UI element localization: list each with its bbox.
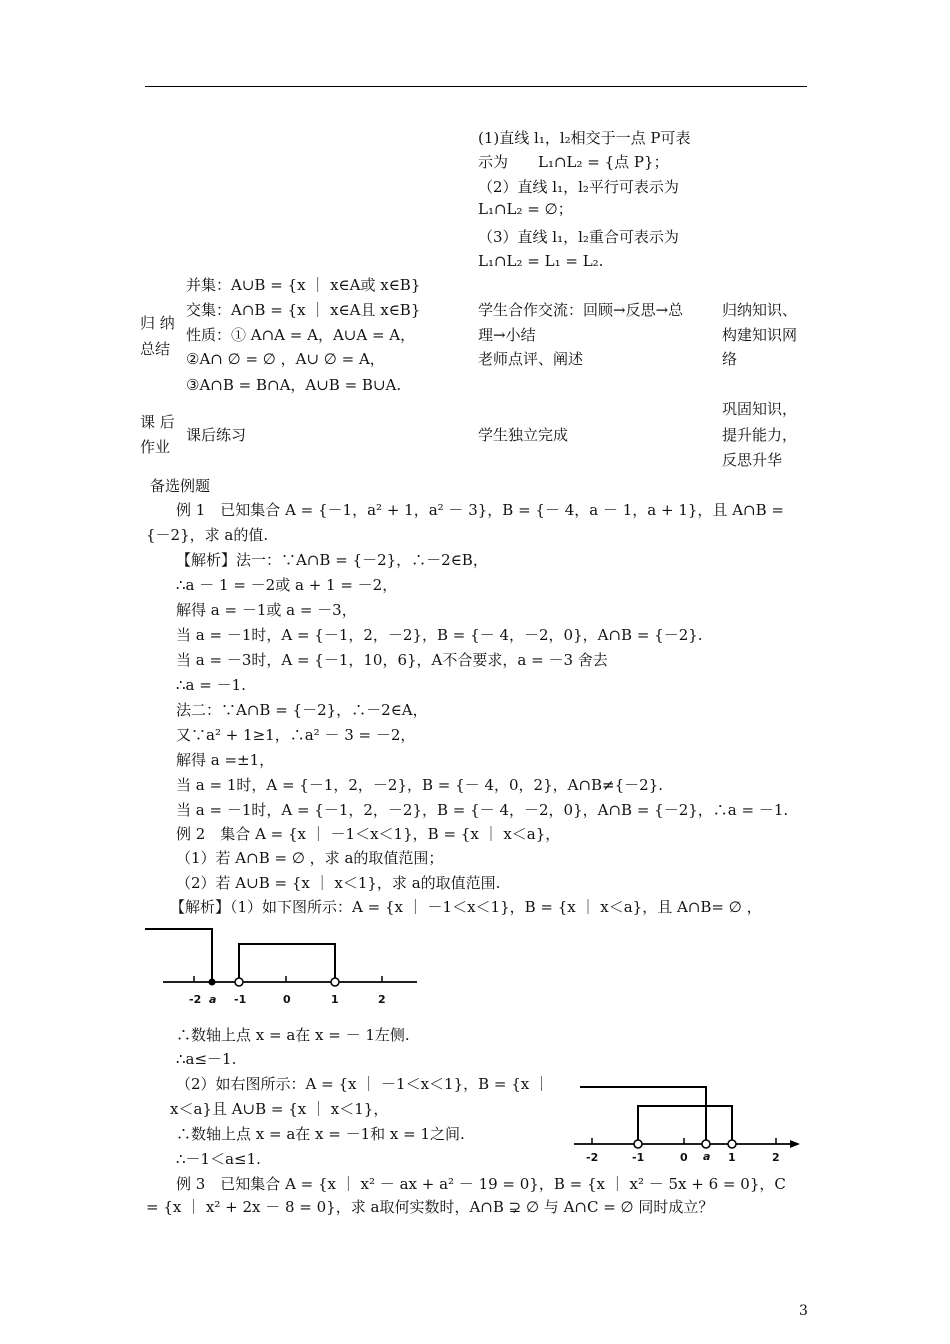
number-line-figure-1 [145,925,425,1015]
header-rule [145,86,807,87]
text-line: {－2}，求 a的值. [146,526,269,544]
open-point [235,978,243,986]
tick-label: -2 [189,993,202,1006]
text-line: 例 2 集合 A = {x ｜ －1＜x＜1}，B = {x ｜ x＜a}， [176,825,561,843]
text-line: 当 a = －1时，A = {－1，2，－2}，B = {－ 4，－2，0}，A∩B = {－2}. [176,626,703,644]
text-line: 【解析】（1）如下图所示：A = {x ｜ －1＜x＜1}，B = {x ｜ x＜a}，且 A∩B= ∅ ， [170,898,762,916]
text-line: 【解析】法一：∵A∩B = {－2}，∴－2∈B， [176,551,488,569]
text-line: ∴数轴上点 x = a在 x = － 1左侧. [176,1026,410,1044]
summary-activity-line: 学生合作交流：回顾→反思→总 [478,301,684,319]
text-line: 解得 a = －1或 a = －3， [176,601,357,619]
homework-purpose-line: 提升能力， [722,426,798,444]
summary-content-line: 并集：A∪B = {x ｜ x∈A或 x∈B} [186,276,421,294]
tick-label: -2 [586,1151,599,1164]
tick-label: 0 [680,1151,688,1164]
summary-content-line: 性质：① A∩A = A，A∪A = A， [186,326,416,344]
tick-label: 2 [378,993,386,1006]
text-line: L₁∩L₂ = L₁ = L₂. [478,252,604,270]
homework-purpose-line: 反思升华 [722,451,783,469]
text-line: ∴数轴上点 x = a在 x = －1和 x = 1之间. [176,1125,465,1143]
summary-activity-line: 老师点评、阐述 [478,350,584,368]
summary-purpose-line: 络 [722,350,738,368]
open-point [331,978,339,986]
text-line: = {x ｜ x² + 2x － 8 = 0}，求 a取何实数时，A∩B ⊋ ∅ 与 A∩C = ∅ 同时成立？ [146,1198,714,1216]
homework-purpose-line: 巩固知识， [722,400,798,418]
axis-arrow [790,1140,800,1148]
set-b-outline [580,1087,706,1143]
text-line: x＜a}且 A∪B = {x ｜ x＜1}， [170,1100,389,1118]
point-label: a [703,1150,711,1163]
point-a [702,1140,710,1148]
tick-label: -1 [632,1151,645,1164]
tick-label: 2 [772,1151,780,1164]
set-b-outline [145,929,212,981]
text-line: 例 3 已知集合 A = {x ｜ x² － ax + a² － 19 = 0}，B = {x ｜ x² － 5x + 6 = 0}，C [176,1175,786,1193]
text-line: 当 a = 1时，A = {－1，2，－2}，B = {－ 4，0，2}，A∩B≠{－2}. [176,776,664,794]
text-line: （1）若 A∩B = ∅ ，求 a的取值范围； [176,849,444,867]
text-line: 法二：∵A∩B = {－2}，∴－2∈A， [176,701,428,719]
open-point [728,1140,736,1148]
text-line: （2）如右图所示：A = {x ｜ －1＜x＜1}，B = {x ｜ [176,1075,550,1093]
summary-content-line: 交集：A∩B = {x ｜ x∈A且 x∈B} [186,301,421,319]
set-a-outline [638,1106,732,1143]
text-line: ∴a － 1 = －2或 a + 1 = －2， [176,576,398,594]
homework-label: 课 后 [140,413,175,431]
text-line: 当 a = －3时，A = {－1，10，6}，A不合要求，a = －3 舍去 [176,651,608,669]
section-heading: 备选例题 [150,477,211,495]
set-a-outline [239,944,335,981]
text-line: ∴－1＜a≤1. [176,1150,261,1168]
page-number: 3 [799,1303,808,1319]
homework-content: 课后练习 [186,426,247,444]
text-line: ∴a = －1. [176,676,246,694]
text-line: (1)直线 l₁，l₂相交于一点 P可表 [478,129,691,147]
text-line: （2）若 A∪B = {x ｜ x＜1}，求 a的取值范围. [176,874,501,892]
text-line: 又∵a² + 1≥1，∴a² － 3 = －2， [176,726,416,744]
text-line: L₁∩L₂ = ∅； [478,200,573,218]
homework-activity: 学生独立完成 [478,426,569,444]
text-line: （2）直线 l₁，l₂平行可表示为 [478,178,679,196]
text-line: 示为 L₁∩L₂ = {点 P}； [478,153,669,171]
text-line: （3）直线 l₁，l₂重合可表示为 [478,228,679,246]
summary-purpose-line: 构建知识网 [722,326,798,344]
tick-label: 0 [283,993,291,1006]
number-line-figure-2 [572,1083,812,1168]
text-line: 当 a = －1时，A = {－1，2，－2}，B = {－ 4，－2，0}，A∩B = {－2}，∴a = －1. [176,801,789,819]
open-point [634,1140,642,1148]
tick-label: 1 [728,1151,736,1164]
text-line: 解得 a =±1， [176,751,275,769]
summary-activity-line: 理→小结 [478,326,536,344]
summary-purpose-line: 归纳知识、 [722,301,798,319]
summary-content-line: ③A∩B = B∩A，A∪B = B∪A. [186,376,402,394]
point-a [209,979,216,986]
point-label: a [209,993,217,1006]
summary-label: 总结 [140,340,171,358]
summary-label: 归 纳 [140,314,175,332]
tick-label: -1 [234,993,247,1006]
tick-label: 1 [331,993,339,1006]
text-line: ∴a≤－1. [176,1050,237,1068]
homework-label: 作业 [140,438,171,456]
text-line: 例 1 已知集合 A = {－1，a² + 1，a² － 3}，B = {－ 4，a － 1，a + 1}，且 A∩B = [176,501,784,519]
summary-content-line: ②A∩ ∅ = ∅ ，A∪ ∅ = A， [186,350,385,368]
